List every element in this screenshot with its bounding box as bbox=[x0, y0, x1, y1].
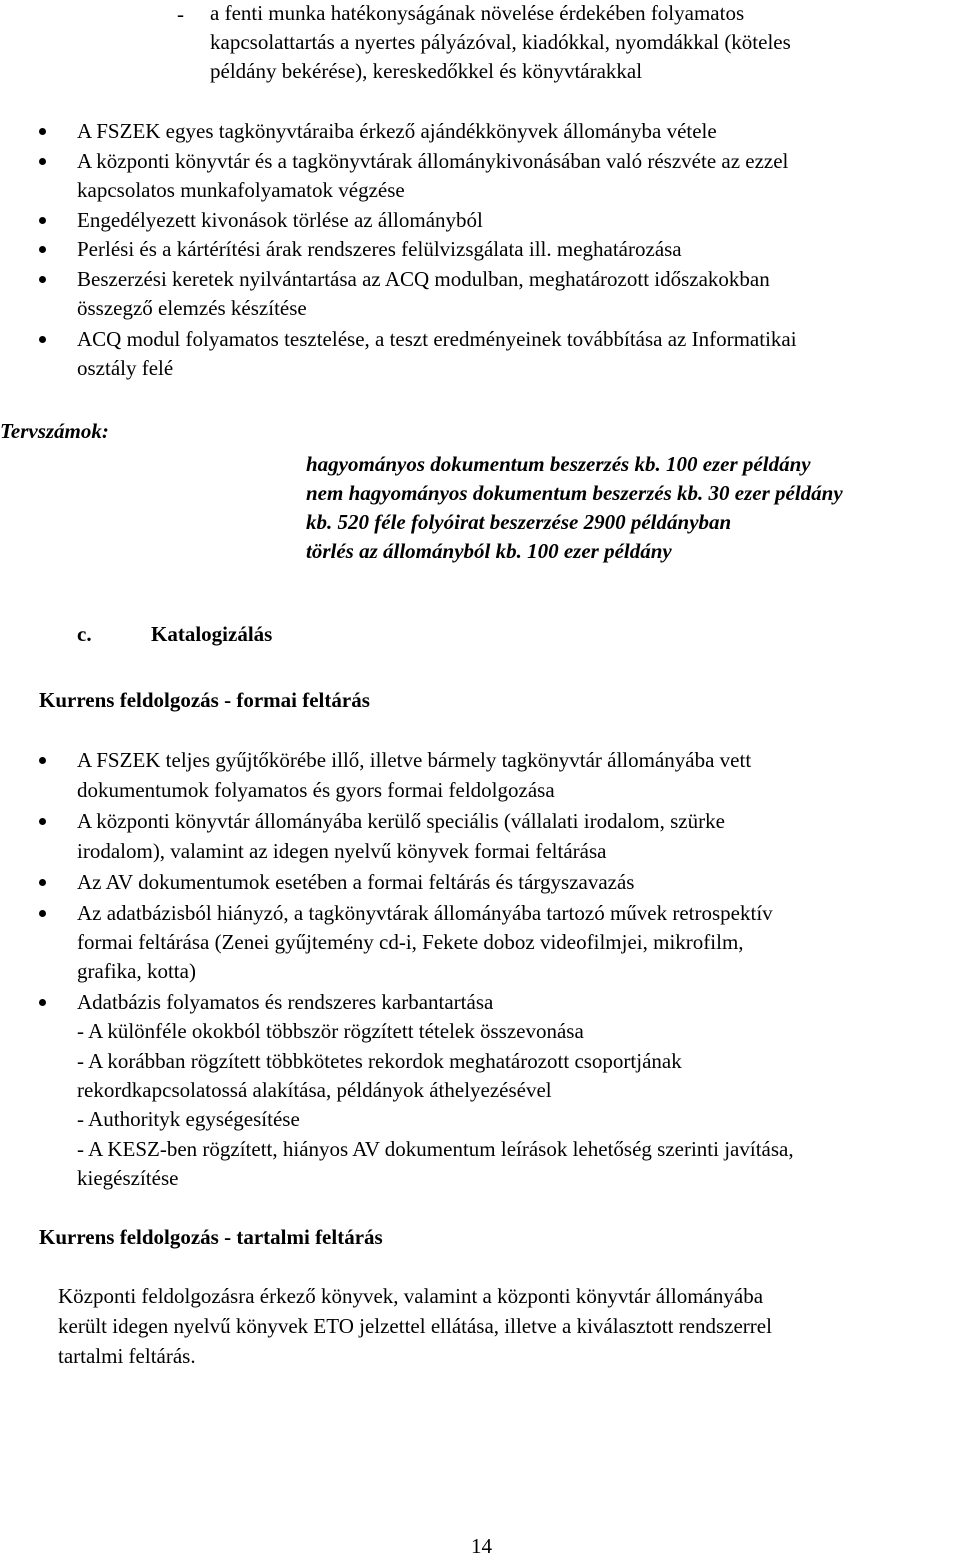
subheading-tartalmi: Kurrens feldolgozás - tartalmi feltárás bbox=[39, 1225, 383, 1249]
bullet-dot bbox=[39, 757, 46, 764]
list-item: Az AV dokumentumok esetében a formai feltárás és tárgyszavazás bbox=[77, 870, 635, 894]
paragraph-line-2: került idegen nyelvű könyvek ETO jelzettel ellátása, illetve a kiválasztott rendszerrel bbox=[58, 1314, 772, 1338]
bullet-dot bbox=[39, 217, 46, 224]
list-item-continuation: osztály felé bbox=[77, 356, 174, 380]
dash-line-3: példány bekérése), kereskedőkkel és könyvtárakkal bbox=[210, 59, 643, 83]
list-item: Adatbázis folyamatos és rendszeres karbantartása bbox=[77, 990, 494, 1014]
list-item: A központi könyvtár állományába kerülő speciális (vállalati irodalom, szürke bbox=[77, 809, 725, 833]
bullet-dot bbox=[39, 999, 46, 1006]
list-item-continuation: grafika, kotta) bbox=[77, 959, 196, 983]
list-item-continuation: kapcsolatos munkafolyamatok végzése bbox=[77, 178, 405, 202]
section-title: Katalogizálás bbox=[151, 622, 273, 646]
page-number: 14 bbox=[471, 1534, 492, 1558]
list-item-continuation: formai feltárása (Zenei gyűjtemény cd-i, Fekete doboz videofilmjei, mikrofilm, bbox=[77, 930, 744, 954]
bullet-dot bbox=[39, 818, 46, 825]
plan-line-2: nem hagyományos dokumentum beszerzés kb. 30 ezer példány bbox=[306, 481, 843, 505]
dash-marker: - bbox=[177, 2, 184, 26]
subheading-formai: Kurrens feldolgozás - formai feltárás bbox=[39, 688, 370, 712]
sub-item: - A KESZ-ben rögzített, hiányos AV dokumentum leírások lehetőség szerinti javítása, bbox=[77, 1137, 794, 1161]
bullet-dot bbox=[39, 246, 46, 253]
bullet-dot bbox=[39, 910, 46, 917]
plan-line-1: hagyományos dokumentum beszerzés kb. 100 ezer példány bbox=[306, 452, 811, 476]
list-item: Engedélyezett kivonások törlése az állományból bbox=[77, 208, 483, 232]
sub-item-continuation: kiegészítése bbox=[77, 1166, 179, 1190]
list-item: Az adatbázisból hiányzó, a tagkönyvtárak állományába tartozó művek retrospektív bbox=[77, 901, 773, 925]
list-item: A FSZEK teljes gyűjtőkörébe illő, illetve bármely tagkönyvtár állományába vett bbox=[77, 748, 752, 772]
list-item: A központi könyvtár és a tagkönyvtárak állománykivonásában való részvéte az ezzel bbox=[77, 149, 789, 173]
list-item-continuation: irodalom), valamint az idegen nyelvű könyvek formai feltárása bbox=[77, 839, 607, 863]
sub-item: - Authorityk egységesítése bbox=[77, 1107, 300, 1131]
paragraph-line-1: Központi feldolgozásra érkező könyvek, valamint a központi könyvtár állományába bbox=[58, 1284, 764, 1308]
dash-line-2: kapcsolattartás a nyertes pályázóval, kiadókkal, nyomdákkal (köteles bbox=[210, 30, 791, 54]
plan-line-4: törlés az állományból kb. 100 ezer példány bbox=[306, 539, 672, 563]
bullet-dot bbox=[39, 879, 46, 886]
paragraph-line-3: tartalmi feltárás. bbox=[58, 1344, 196, 1368]
list-item: Perlési és a kártérítési árak rendszeres felülvizsgálata ill. meghatározása bbox=[77, 237, 682, 261]
sub-item-continuation: rekordkapcsolatossá alakítása, példányok áthelyezésével bbox=[77, 1078, 552, 1102]
list-item-continuation: dokumentumok folyamatos és gyors formai feldolgozása bbox=[77, 778, 555, 802]
sub-item: - A különféle okokból többször rögzített tételek összevonása bbox=[77, 1019, 584, 1043]
list-item-continuation: összegző elemzés készítése bbox=[77, 296, 307, 320]
list-item: A FSZEK egyes tagkönyvtáraiba érkező ajándékkönyvek állományba vétele bbox=[77, 119, 717, 143]
dash-list-item bbox=[0, 0, 960, 90]
bullet-dot bbox=[39, 276, 46, 283]
plan-line-3: kb. 520 féle folyóirat beszerzése 2900 példányban bbox=[306, 510, 732, 534]
bullet-dot bbox=[39, 128, 46, 135]
list-item: Beszerzési keretek nyilvántartása az ACQ modulban, meghatározott időszakokban bbox=[77, 267, 770, 291]
tervszamok-label: Tervszámok: bbox=[0, 419, 109, 443]
list-item: ACQ modul folyamatos tesztelése, a teszt eredményeinek továbbítása az Informatikai bbox=[77, 327, 797, 351]
dash-line-1: a fenti munka hatékonyságának növelése érdekében folyamatos bbox=[210, 1, 745, 25]
sub-item: - A korábban rögzített többkötetes rekordok meghatározott csoportjának bbox=[77, 1049, 682, 1073]
section-letter: c. bbox=[77, 622, 92, 646]
bullet-dot bbox=[39, 158, 46, 165]
bullet-dot bbox=[39, 336, 46, 343]
